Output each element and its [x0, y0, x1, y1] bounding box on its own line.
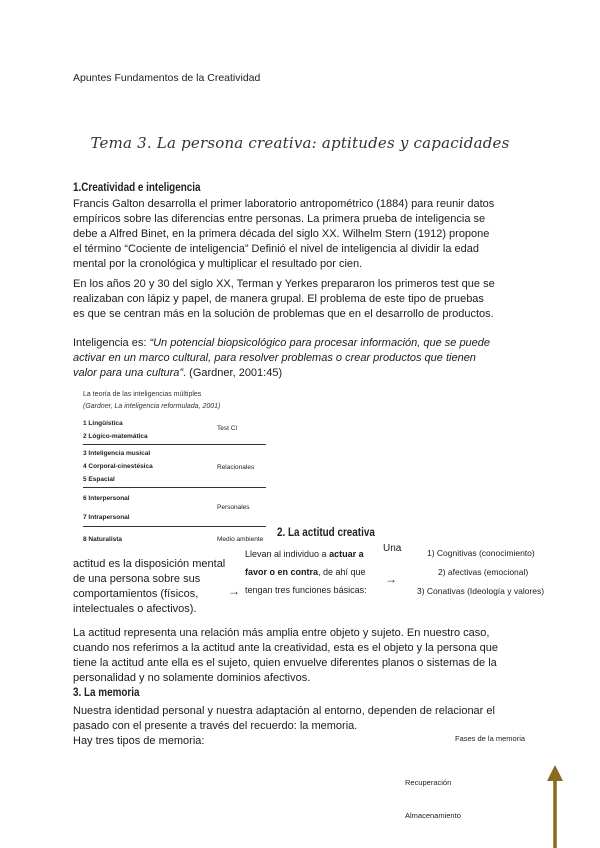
intro-text-3: tengan tres funciones básicas:: [245, 585, 367, 595]
mi-divider: [83, 444, 266, 445]
mi-title: La teoría de las inteligencias múltiples: [83, 391, 202, 398]
memory-phase: Recuperación: [405, 778, 452, 787]
section1-para1: Francis Galton desarrolla el primer laboratorio antropométrico (1884) para reunir datos empíricos sobre las diferencias entre personas. La primera prueba de inteligencia se debe a Alfred Binet, en la primera década del siglo XX. Wilhelm Stern (1912) propone el término “Cociente de inteligencia” Definió el nivel de inteligencia al dividir la edad mental por la cronológica y multiplicar el resultado por cien.: [73, 198, 495, 270]
memory-phases-title: Fases de la memoria: [455, 734, 526, 743]
mi-item: 1 Lingüística: [83, 420, 123, 427]
intro-bold-2: favor o en contra: [245, 567, 319, 577]
mi-group: Test CI: [217, 425, 238, 432]
mi-subtitle: (Gardner, La inteligencia reformulada, 2001): [83, 403, 221, 410]
mi-item: 5 Espacial: [83, 476, 115, 483]
arrow-right-icon: →: [385, 572, 397, 586]
mi-divider: [83, 526, 266, 527]
section1-heading: 1.Creatividad e inteligencia: [73, 182, 201, 194]
mi-item: 6 Interpersonal: [83, 495, 130, 502]
mi-item: 8 Naturalista: [83, 536, 123, 543]
function-item: 1) Cognitivas (conocimiento): [427, 548, 535, 558]
arrow-right-icon: →: [228, 584, 240, 598]
mi-item: 7 Intrapersonal: [83, 514, 130, 521]
mi-item: 3 Inteligencia musical: [83, 450, 151, 457]
mi-group: Relacionales: [217, 464, 255, 471]
mi-item: 4 Corporal-cinestésica: [83, 463, 153, 470]
memory-phase: Almacenamiento: [405, 811, 461, 820]
section1-para2: En los años 20 y 30 del siglo XX, Terman y Yerkes prepararon los primeros test que se realizaban con lápiz y papel, de manera grupal. El problema de este tipo de pruebas es que se centran más en la solución de problemas que en el desarrollo de productos.: [73, 278, 495, 320]
definition-citation: . (Gardner, 2001:45): [183, 367, 283, 379]
function-item: 3) Conativas (Ideología y valores): [417, 586, 545, 596]
section3-para2: Hay tres tipos de memoria:: [73, 735, 205, 747]
definition-lead: Inteligencia es:: [73, 337, 150, 349]
section3-para: Nuestra identidad personal y nuestra adaptación al entorno, dependen de relacionar el pasado con el presente a través del recuerdo: la memoria.: [73, 705, 495, 732]
intro-text: Llevan al individuo a: [245, 549, 330, 559]
mi-item: 2 Lógico-matemática: [83, 433, 148, 440]
attitude-functions-intro: [245, 545, 385, 599]
section2-para: La actitud representa una relación más amplia entre objeto y sujeto. En nuestro caso, cuando nos referimos a la actitud ante la creatividad, esta es el objeto y la persona que tiene la actitud ante ella es el sujeto, quien envuelve diferentes planos o sistemas de la personalidad y no solamente dominios afectivos.: [73, 627, 498, 684]
una-label: Una: [383, 543, 402, 554]
multiple-intelligences-figure: [80, 390, 270, 550]
document-header: Apuntes Fundamentos de la Creatividad: [73, 72, 261, 84]
definition-quote: “Un potencial biopsicológico para procesar información, que se puede activar en un marco cultural, para resolver problemas o crear productos que tienen valor para una cultura”: [73, 337, 491, 379]
intro-bold: actuar a: [329, 549, 364, 559]
mi-group: Personales: [217, 504, 250, 511]
mi-group: Medio ambiente: [217, 536, 264, 543]
page-title: Tema 3. La persona creativa: aptitudes y capacidades: [90, 134, 510, 152]
section3-heading: 3. La memoria: [73, 687, 140, 699]
section2-heading: 2. La actitud creativa: [277, 527, 375, 539]
mi-divider: [83, 487, 266, 488]
arrow-up-icon: [545, 765, 565, 848]
function-item: 2) afectivas (emocional): [438, 567, 529, 577]
attitude-definition: actitud es la disposición mental de una persona sobre sus comportamientos (físicos, intelectuales o afectivos).: [73, 558, 226, 615]
intro-text-2: , de ahí que: [318, 567, 366, 577]
intelligence-definition: [73, 336, 495, 381]
